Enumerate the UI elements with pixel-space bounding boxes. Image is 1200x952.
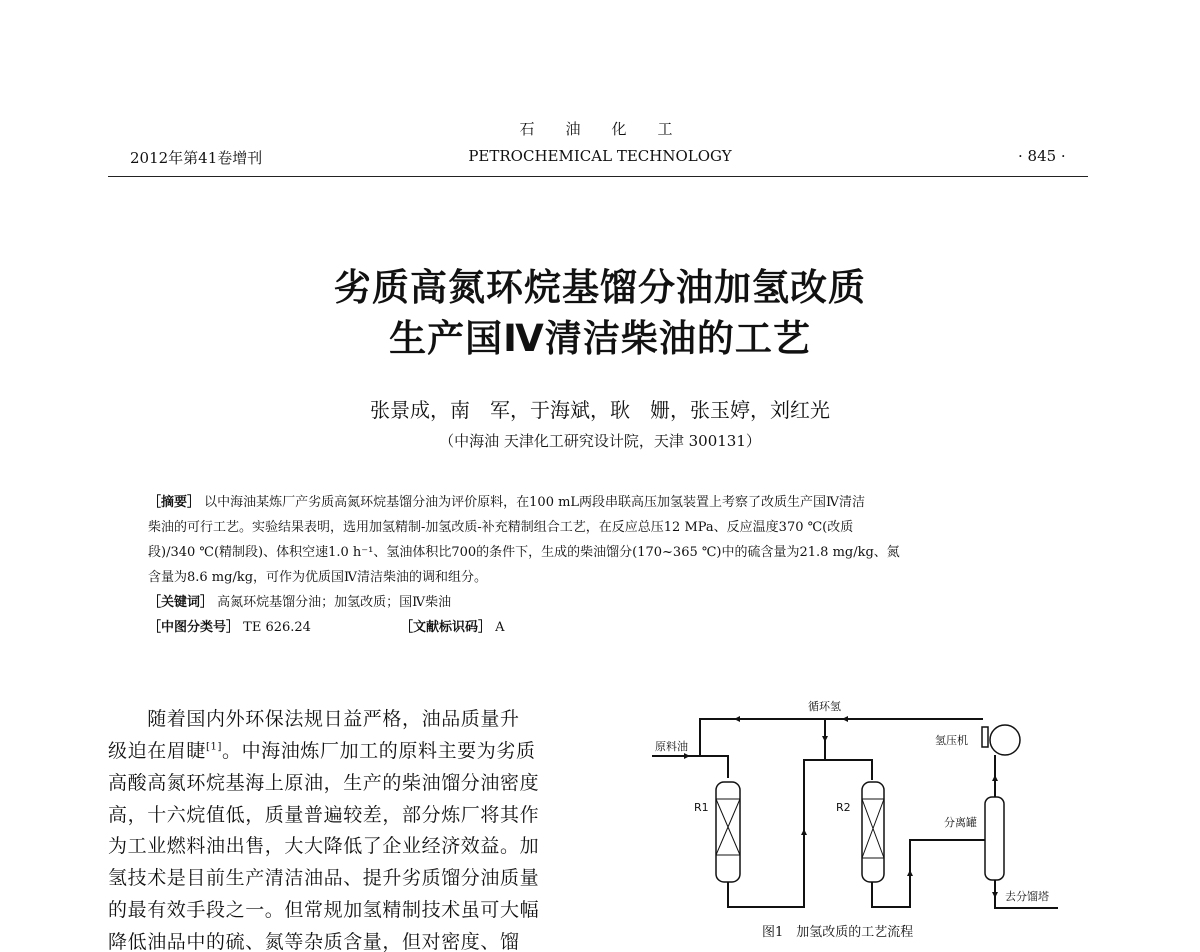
journal-name-en: PETROCHEMICAL TECHNOLOGY bbox=[468, 147, 732, 165]
abstract-label: ［摘要］ bbox=[148, 495, 201, 510]
title-line-1: 劣质高氮环烷基馏分油加氢改质 bbox=[334, 266, 866, 309]
body-line: 高，十六烷值低，质量普遍较差，部分炼厂将其作 bbox=[108, 804, 540, 826]
feed-line bbox=[652, 756, 728, 778]
abstract-line: 以中海油某炼厂产劣质高氮环烷基馏分油为评价原料，在100 mL两段串联高压加氢装置上考察了改质生产国Ⅳ清洁 bbox=[204, 495, 866, 510]
citation: [1] bbox=[206, 741, 222, 753]
body-line: 降低油品中的硫、氮等杂质含量，但对密度、馏 bbox=[108, 931, 520, 952]
body-line: 氢技术是目前生产清洁油品、提升劣质馏分油质量 bbox=[108, 867, 540, 889]
issue-info: 2012年第41卷增刊 bbox=[130, 149, 263, 167]
clc-label: ［中图分类号］ bbox=[148, 620, 240, 635]
label-separator: 分离罐 bbox=[944, 816, 977, 829]
reactor-r1 bbox=[716, 782, 740, 882]
reactor-r2 bbox=[862, 782, 884, 882]
abstract-line: 段)/340 ℃(精制段)、体积空速1.0 h⁻¹、氢油体积比700的条件下，生成的柴油馏分(170~365 ℃)中的硫含量为21.8 mg/kg、氮 bbox=[148, 545, 900, 560]
compressor-icon bbox=[990, 725, 1020, 755]
abstract-line: 含量为8.6 mg/kg，可作为优质国Ⅳ清洁柴油的调和组分。 bbox=[148, 570, 488, 585]
journal-name-cn: 石 油 化 工 bbox=[519, 120, 681, 138]
title-line-2: 生产国Ⅳ清洁柴油的工艺 bbox=[389, 317, 811, 360]
body-text: 级迫在眉睫 bbox=[108, 740, 207, 762]
body-line: 高酸高氮环烷基海上原油，生产的柴油馏分油密度 bbox=[108, 772, 540, 794]
keywords: 高氮环烷基馏分油；加氢改质；国Ⅳ柴油 bbox=[217, 595, 452, 610]
label-feed: 原料油 bbox=[655, 740, 688, 753]
clc-code: TE 626.24 bbox=[243, 620, 311, 635]
abstract-line: 柴油的可行工艺。实验结果表明，选用加氢精制-加氢改质-补充精制组合工艺，在反应总压12 MPa、反应温度370 ℃(改质 bbox=[148, 520, 854, 535]
affiliation: （中海油 天津化工研究设计院，天津 300131） bbox=[439, 432, 761, 450]
doc-code-label: ［文献标识码］ bbox=[400, 620, 492, 635]
body-text: 。中海油炼厂加工的原料主要为劣质 bbox=[221, 740, 536, 762]
keywords-label: ［关键词］ bbox=[148, 595, 214, 610]
label-r1: R1 bbox=[694, 801, 709, 814]
label-to-fractionator: 去分馏塔 bbox=[1005, 890, 1049, 903]
authors: 张景成，南 军，于海斌，耿 姗，张玉婷，刘红光 bbox=[370, 398, 830, 422]
r1-outlet-line bbox=[728, 760, 872, 907]
body-line: 随着国内外环保法规日益严格，油品质量升 bbox=[108, 708, 520, 730]
label-r2: R2 bbox=[836, 801, 851, 814]
r2-outlet-line bbox=[872, 840, 985, 907]
label-recycle-h2: 循环氢 bbox=[808, 700, 841, 713]
body-line: 的最有效手段之一。但常规加氢精制技术虽可大幅 bbox=[108, 899, 540, 921]
figure-caption: 图1 加氢改质的工艺流程 bbox=[762, 925, 914, 940]
body-line: 为工业燃料油出售，大大降低了企业经济效益。加 bbox=[108, 835, 540, 857]
label-compressor: 氢压机 bbox=[935, 734, 968, 747]
page-number: · 845 · bbox=[1018, 147, 1066, 165]
doc-code: A bbox=[495, 620, 505, 635]
separator-vessel bbox=[985, 797, 1004, 880]
